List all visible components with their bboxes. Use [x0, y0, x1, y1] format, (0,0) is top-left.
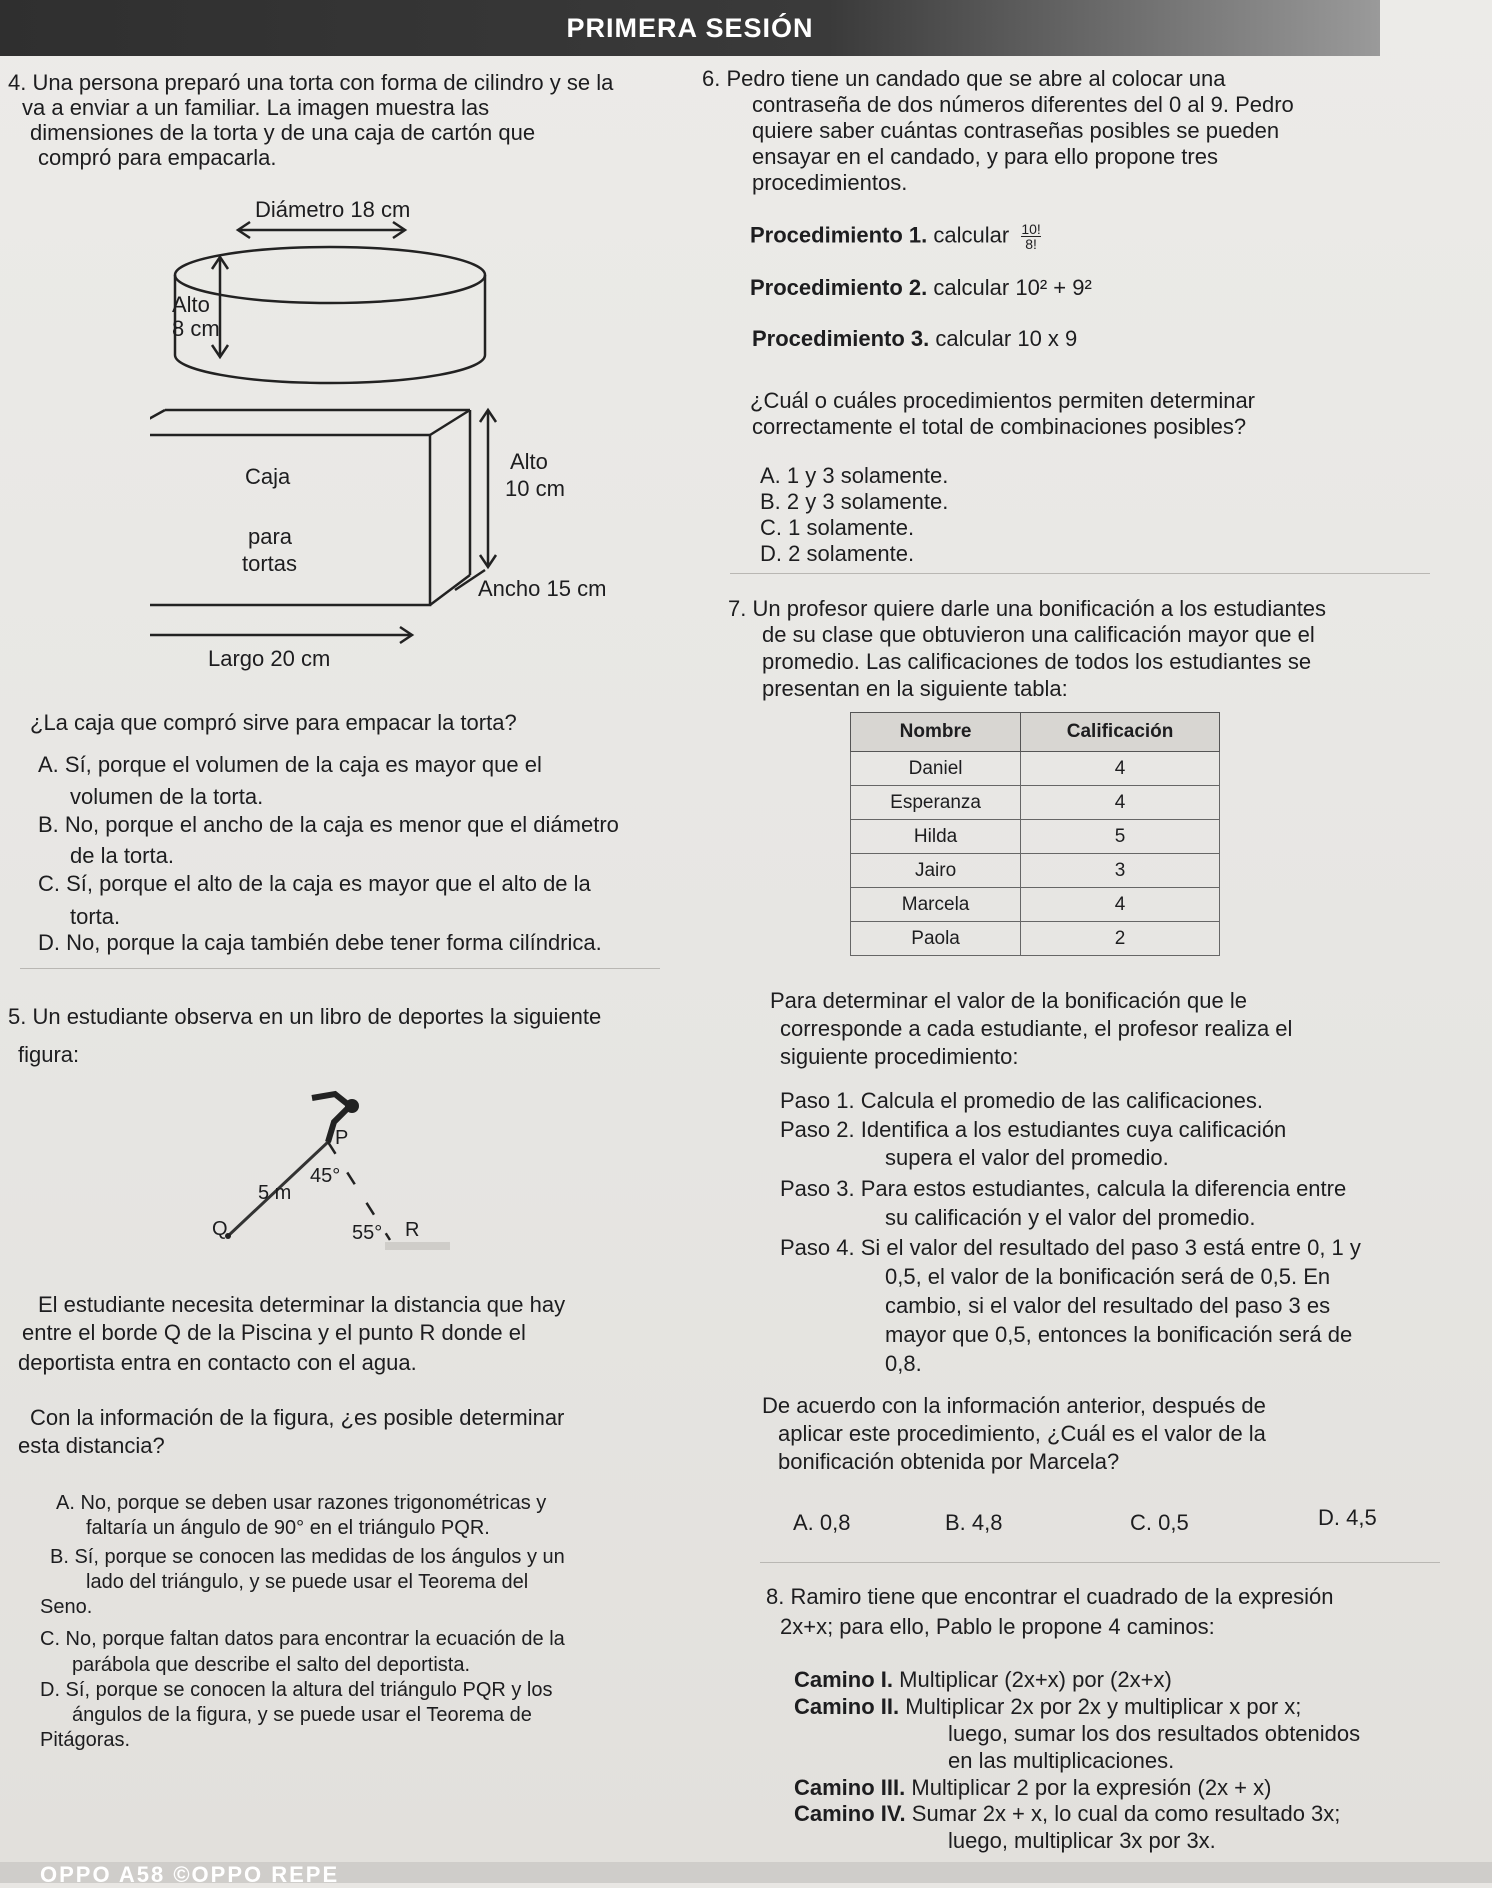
angle-45: 45°	[310, 1165, 341, 1187]
q5-option-b-1[interactable]: B. Sí, porque se conocen las medidas de los ángulos y un	[50, 1546, 565, 1568]
q7-option-c[interactable]: C. 0,5	[1130, 1510, 1189, 1535]
cake-height-label: Alto	[172, 292, 210, 317]
table-row	[851, 786, 1220, 820]
angle-55: 55°	[352, 1222, 383, 1244]
q5-option-c-2: parábola que describe el salto del deportista.	[72, 1654, 471, 1676]
cell-grade: 5	[1021, 820, 1220, 854]
q7-question-3: bonificación obtenida por Marcela?	[778, 1449, 1120, 1474]
label-q: Q	[212, 1218, 228, 1240]
q8-path-3-title: Camino III.	[794, 1775, 906, 1800]
cell-name: Esperanza	[851, 786, 1021, 820]
q6-option-d[interactable]: D. 2 solamente.	[760, 541, 915, 566]
box-width-label: Ancho 15 cm	[478, 576, 607, 601]
diameter-label: Diámetro 18 cm	[255, 197, 411, 222]
cell-name: Jairo	[851, 854, 1021, 888]
diameter-arrow	[238, 222, 405, 238]
q6-procedure-1-title: Procedimiento 1.	[750, 222, 928, 248]
q6-option-a[interactable]: A. 1 y 3 solamente.	[760, 463, 949, 488]
q7-step-2-b: supera el valor del promedio.	[885, 1145, 1169, 1170]
q4-line-1: 4. Una persona preparó una torta con forma de cilindro y se la	[8, 70, 614, 95]
q7-line-3: promedio. Las calificaciones de todos los estudiantes se	[762, 649, 1312, 674]
q5-text-1: El estudiante necesita determinar la distancia que hay	[38, 1292, 566, 1317]
box-alto-label: Alto	[510, 449, 548, 474]
q6-procedure-3-verb: calcular	[935, 326, 1012, 351]
q7-step-4-d: mayor que 0,5, entonces la bonificación será de	[885, 1322, 1353, 1347]
q7-step-4-c: cambio, si el valor del resultado del paso 3 es	[885, 1293, 1331, 1318]
q5-option-d-1[interactable]: D. Sí, porque se conocen la altura del triángulo PQR y los	[40, 1679, 553, 1701]
q6-line-4: ensayar en el candado, y para ello propone tres	[752, 144, 1218, 169]
column-header-grade: Calificación	[1021, 713, 1220, 752]
q4-option-d[interactable]: D. No, porque la caja también debe tener forma cilíndrica.	[38, 930, 602, 955]
q7-question-1: De acuerdo con la información anterior, después de	[762, 1393, 1266, 1418]
banner-title: PRIMERA SESIÓN	[566, 12, 814, 43]
q7-option-a[interactable]: A. 0,8	[793, 1510, 851, 1535]
grades-table	[850, 712, 1220, 956]
q8-path-2-text: Multiplicar 2x por 2x y multiplicar x por x;	[905, 1694, 1302, 1719]
q5-question-2: esta distancia?	[18, 1433, 165, 1458]
q5-text-3: deportista entra en contacto con el agua.	[18, 1350, 417, 1375]
cell-grade: 4	[1021, 752, 1220, 786]
q6-procedure-1	[750, 222, 1041, 251]
q8-path-2-cont-1: luego, sumar los dos resultados obtenidos	[948, 1721, 1361, 1746]
q7-step-3-b: su calificación y el valor del promedio.	[885, 1205, 1256, 1230]
cake-height-arrow	[212, 257, 228, 357]
table-header-row	[851, 713, 1220, 752]
box-alto-value: 10 cm	[505, 476, 565, 501]
table-row	[851, 752, 1220, 786]
q8-path-3	[794, 1775, 1271, 1801]
box-length-arrow	[150, 627, 412, 643]
q7-step-4-e: 0,8.	[885, 1351, 922, 1376]
q7-line-2: de su clase que obtuvieron una calificación mayor que el	[762, 622, 1315, 647]
q8-path-1-title: Camino I.	[794, 1667, 894, 1692]
section-banner	[0, 0, 1380, 56]
q6-procedure-3-title: Procedimiento 3.	[752, 326, 930, 351]
cake-height-value: 8 cm	[172, 316, 220, 341]
q6-line-1: 6. Pedro tiene un candado que se abre al colocar una	[702, 66, 1226, 91]
pool-edge	[385, 1242, 450, 1250]
q7-step-3-a: Paso 3. Para estos estudiantes, calcula la diferencia entre	[780, 1176, 1347, 1201]
table-row	[851, 820, 1220, 854]
cake-cylinder	[175, 247, 485, 383]
q4-option-b-2: de la torta.	[70, 843, 174, 868]
q6-line-3: quiere saber cuántas contraseñas posibles se pueden	[752, 118, 1280, 143]
q5-option-d-2: ángulos de la figura, y se puede usar el Teorema de	[72, 1704, 532, 1726]
table-row	[851, 922, 1220, 956]
table-row	[851, 854, 1220, 888]
q5-option-a-2: faltaría un ángulo de 90° en el triángulo PQR.	[86, 1517, 490, 1539]
cell-grade: 2	[1021, 922, 1220, 956]
box-label-1: Caja	[245, 464, 291, 489]
q8-path-4-text: Sumar 2x + x, lo cual da como resultado 3x;	[911, 1801, 1341, 1826]
q5-option-d-3: Pitágoras.	[40, 1729, 131, 1751]
q7-question-2: aplicar este procedimiento, ¿Cuál es el valor de la	[778, 1421, 1266, 1446]
q5-line-1: 5. Un estudiante observa en un libro de deportes la siguiente	[8, 1004, 602, 1029]
box-length-label: Largo 20 cm	[208, 646, 331, 671]
q5-question-1: Con la información de la figura, ¿es posible determinar	[30, 1405, 565, 1430]
q8-path-2-title: Camino II.	[794, 1694, 900, 1719]
cell-name: Paola	[851, 922, 1021, 956]
q6-procedure-3-expr: 10 x 9	[1017, 326, 1078, 351]
label-p: P	[335, 1127, 349, 1149]
q6-procedure-1-verb: calcular	[933, 222, 1010, 248]
fraction-denominator: 8!	[1025, 236, 1037, 252]
box-label-2: para	[248, 524, 293, 549]
column-header-name: Nombre	[851, 713, 1021, 752]
cell-grade: 4	[1021, 786, 1220, 820]
q8-path-1	[794, 1667, 1172, 1693]
q5-line-2: figura:	[18, 1042, 80, 1067]
divider-q6	[730, 573, 1430, 574]
q6-procedure-3	[752, 326, 1077, 352]
camera-watermark: OPPO A58 ©OPPO REPE	[40, 1862, 340, 1887]
q7-line-4: presentan en la siguiente tabla:	[762, 676, 1068, 701]
box-label-3: tortas	[242, 551, 298, 576]
q4-line-3: dimensiones de la torta y de una caja de cartón que	[30, 120, 536, 145]
cell-name: Marcela	[851, 888, 1021, 922]
q6-question-1: ¿Cuál o cuáles procedimientos permiten determinar	[750, 388, 1256, 413]
q8-path-2	[794, 1694, 1301, 1720]
q5-text-2: entre el borde Q de la Piscina y el punto R donde el	[22, 1320, 526, 1345]
side-5m: 5 m	[258, 1182, 292, 1204]
q6-option-c[interactable]: C. 1 solamente.	[760, 515, 915, 540]
q6-procedure-1-fraction	[1021, 222, 1040, 251]
q8-path-4	[794, 1801, 1340, 1827]
q7-proc-intro-2: corresponde a cada estudiante, el profesor realiza el	[780, 1016, 1293, 1041]
cell-grade: 4	[1021, 888, 1220, 922]
fraction-numerator: 10!	[1021, 221, 1041, 237]
q6-procedure-2	[750, 275, 1092, 301]
cell-grade: 3	[1021, 854, 1220, 888]
cell-name: Daniel	[851, 752, 1021, 786]
q5-option-a-1[interactable]: A. No, porque se deben usar razones trigonométricas y	[56, 1492, 547, 1514]
q6-procedure-2-title: Procedimiento 2.	[750, 275, 928, 300]
q8-line-2: 2x+x; para ello, Pablo le propone 4 caminos:	[780, 1614, 1215, 1639]
q8-path-4-cont: luego, multiplicar 3x por 3x.	[948, 1828, 1216, 1853]
q7-step-2-a: Paso 2. Identifica a los estudiantes cuya calificación	[780, 1117, 1287, 1142]
q7-step-1: Paso 1. Calcula el promedio de las calificaciones.	[780, 1088, 1264, 1113]
q5-option-b-2: lado del triángulo, y se puede usar el Teorema del	[86, 1571, 529, 1593]
q4-question: ¿La caja que compró sirve para empacar la torta?	[30, 710, 517, 735]
q7-option-b[interactable]: B. 4,8	[945, 1510, 1003, 1535]
cell-name: Hilda	[851, 820, 1021, 854]
q6-option-b[interactable]: B. 2 y 3 solamente.	[760, 489, 949, 514]
divider-q7	[760, 1562, 1440, 1563]
q4-option-a-2: volumen de la torta.	[70, 784, 264, 809]
q6-procedure-2-verb: calcular	[933, 275, 1010, 300]
divider-q4	[20, 968, 660, 969]
q6-line-2: contraseña de dos números diferentes del 0 al 9. Pedro	[752, 92, 1294, 117]
q7-step-4-a: Paso 4. Si el valor del resultado del paso 3 está entre 0, 1 y	[780, 1235, 1361, 1260]
q4-line-2: va a enviar a un familiar. La imagen muestra las	[22, 95, 490, 120]
box-height-arrow	[480, 410, 496, 567]
box-prism	[150, 410, 470, 605]
q5-option-c-1[interactable]: C. No, porque faltan datos para encontrar la ecuación de la	[40, 1628, 565, 1650]
q7-option-d[interactable]: D. 4,5	[1318, 1505, 1377, 1530]
q8-path-4-title: Camino IV.	[794, 1801, 906, 1826]
q6-procedure-2-expr: 10² + 9²	[1015, 275, 1092, 300]
q8-path-1-text: Multiplicar (2x+x) por (2x+x)	[899, 1667, 1172, 1692]
q5-option-b-3: Seno.	[40, 1596, 93, 1618]
q8-line-1: 8. Ramiro tiene que encontrar el cuadrado de la expresión	[766, 1584, 1334, 1609]
q4-option-b-1[interactable]: B. No, porque el ancho de la caja es menor que el diámetro	[38, 812, 619, 837]
table-row	[851, 888, 1220, 922]
label-r: R	[405, 1219, 420, 1241]
q4-option-a-1[interactable]: A. Sí, porque el volumen de la caja es mayor que el	[38, 752, 542, 777]
q7-proc-intro-1: Para determinar el valor de la bonificación que le	[770, 988, 1247, 1013]
q8-path-2-cont-2: en las multiplicaciones.	[948, 1748, 1175, 1773]
q6-line-5: procedimientos.	[752, 170, 908, 195]
q4-option-c-1[interactable]: C. Sí, porque el alto de la caja es mayor que el alto de la	[38, 871, 591, 896]
q6-question-2: correctamente el total de combinaciones posibles?	[752, 414, 1247, 439]
q7-proc-intro-3: siguiente procedimiento:	[780, 1044, 1019, 1069]
q7-step-4-b: 0,5, el valor de la bonificación será de 0,5. En	[885, 1264, 1331, 1289]
q7-line-1: 7. Un profesor quiere darle una bonificación a los estudiantes	[728, 596, 1327, 621]
q8-path-3-text: Multiplicar 2 por la expresión (2x + x)	[911, 1775, 1272, 1800]
q4-line-4: compró para empacarla.	[38, 145, 277, 170]
q4-option-c-2: torta.	[70, 904, 121, 929]
